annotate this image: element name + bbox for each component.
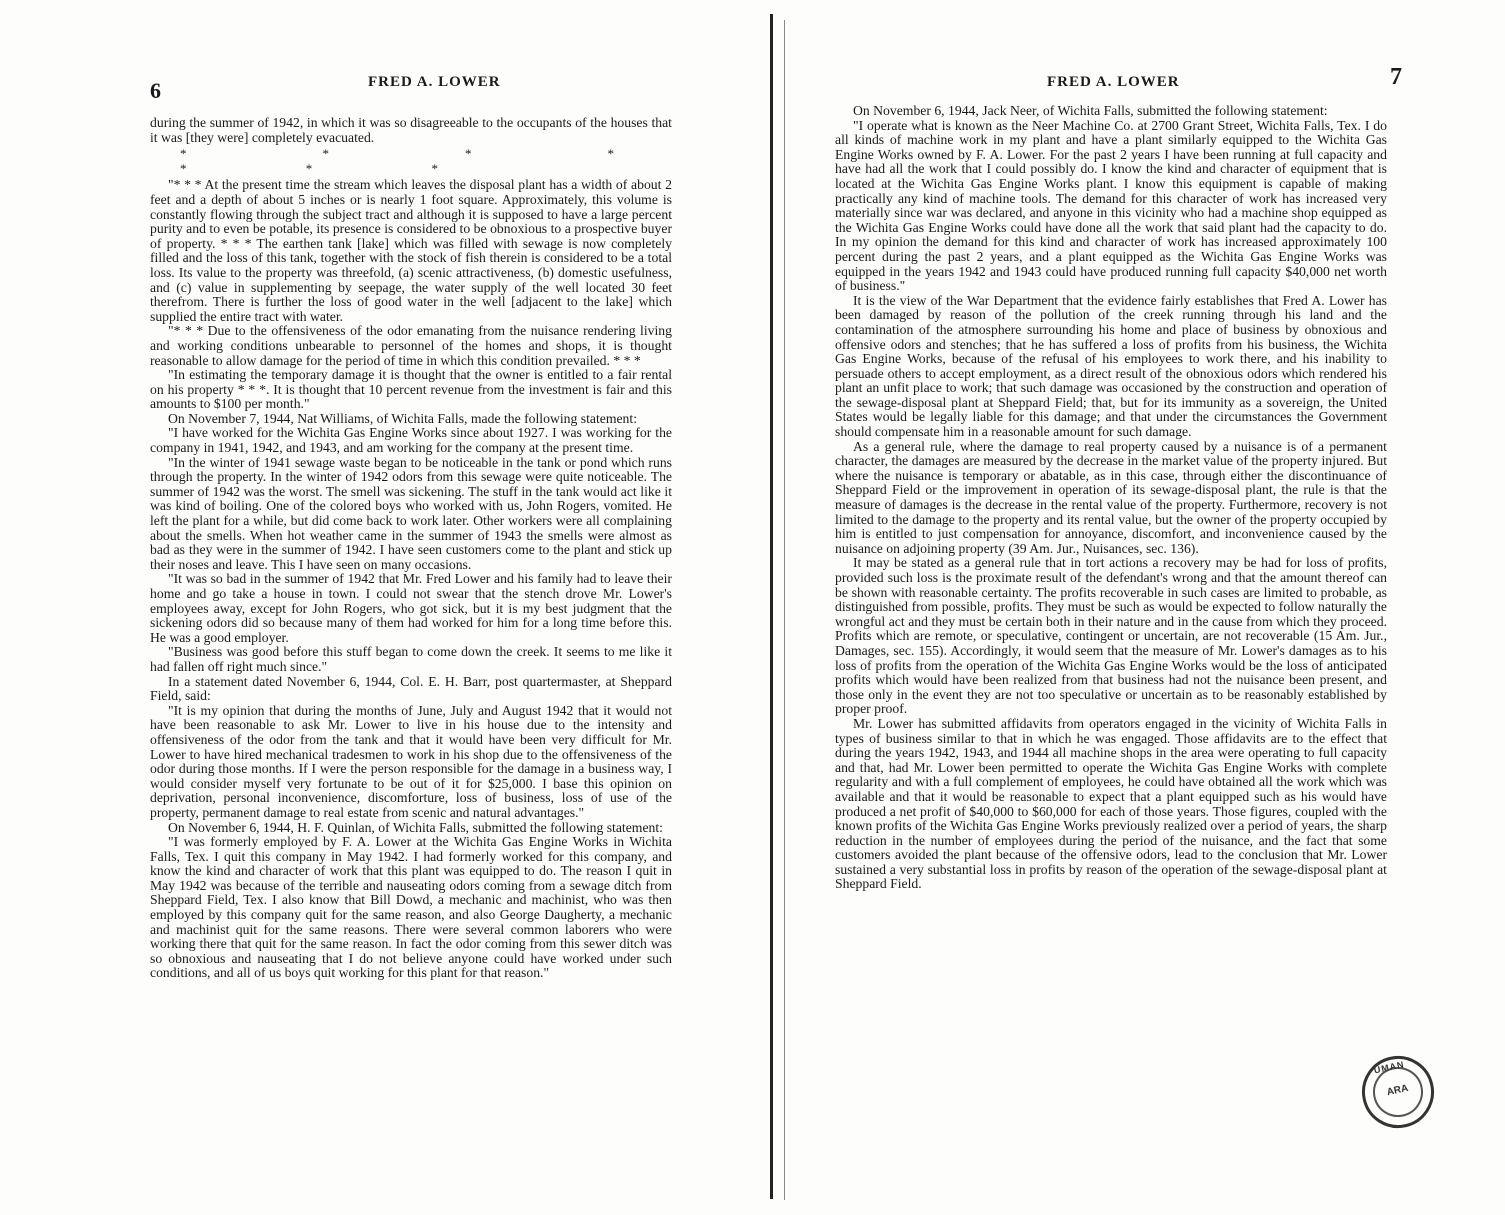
paragraph: On November 7, 1944, Nat Williams, of Wichita Falls, made the following statement:	[168, 410, 638, 426]
right-body-text	[835, 104, 1387, 892]
right-page	[785, 0, 1505, 1215]
paragraph: "Business was good before this stuff began to come down the creek. It seems to me like it had fallen off right much since."	[150, 644, 672, 674]
paragraph: "* * * Due to the offensiveness of the odor emanating from the nuisance rendering living and working conditions unbearable to personnel of the homes and shops, it is thought reasonable to allow damage for the period of time in which this condition prevailed. * * *	[150, 323, 672, 368]
paragraph: during the summer of 1942, in which it was so disagreeable to the occupants of the houses that it was [they were] completely evacuated.	[150, 115, 672, 145]
page-gutter	[770, 14, 773, 1199]
paragraph: "In the winter of 1941 sewage waste began to be noticeable in the tank or pond which runs through the property. In the winter of 1942 odors from this sewage were quite noticeable. The summer of 1942 was the worst. The smell was sickening. The stuff in the tank would act like it was kind of boiling. One of the colored boys who worked with us, John Rogers, vomited. He left the plant for a while, but did come back to work later. Other workers were all complaining about the smells. When hot weather came in the summer of 1943 the smells were almost as bad as they were in the summer of 1942. I have seen customers come to the plant and stick up their noses and leave. This I have seen on many occasions.	[150, 454, 672, 572]
left-body-text	[150, 116, 672, 981]
right-page-number: 7	[1390, 64, 1402, 90]
stamp-text: UMAN	[1372, 1059, 1406, 1076]
paragraph: "It was so bad in the summer of 1942 that Mr. Fred Lower and his family had to leave their home and go take a house in town. I could not swear that the stench drove Mr. Lower's employees away, except for John Rogers, who got sick, but it is my best judgment that the sickening odors did so because many of them had worked for him for a long time before this. He was a good employer.	[150, 571, 672, 645]
left-running-header: FRED A. LOWER	[368, 74, 501, 90]
paragraph: It may be stated as a general rule that in tort actions a recovery may be had for loss of profits, provided such loss is the proximate result of the defendant's wrong and that the amount thereof can be shown with reasonable certainty. The profits recoverable in such cases are limited to probable, as distinguished from possible, profits. They must be such as would be expected to follow naturally the wrongful act and they must be certain both in their nature and in the cause from which they proceed. Profits which are remote, or speculative, contingent or uncertain, are not recoverable (15 Am. Jur., Damages, sec. 155). Accordingly, it would seem that the measure of Mr. Lower's damages as to his loss of profits from the operation of the Wichita Gas Engine Works would be the loss of anticipated profits which would have been realized from that business had not the nuisance been present, and those only in the event they are not too speculative or uncertain as to be reasonably established by proper proof.	[835, 555, 1387, 717]
paragraph: "I was formerly employed by F. A. Lower at the Wichita Gas Engine Works in Wichita Falls, Tex. I quit this company in May 1942. I had formerly worked for this company, and know the kind and character of work that this plant was equipped to do. The reason I quit in May 1942 was because of the terrible and nauseating odors coming from a sewage ditch from Sheppard Field, Tex. I also know that Bill Dowd, a mechanic and machinist, who was then employed by this company quit for the same reason, and also George Daugherty, a mechanic and machinist quit for the same reasons. There were several common laborers who were working there that quit for the same reason. In fact the odor coming from this sewer ditch was so obnoxious and nauseating that I do not believe anyone could have worked under such conditions, and all of us boys quit working for this plant for that reason."	[150, 834, 672, 981]
paragraph: As a general rule, where the damage to real property caused by a nuisance is of a permanent character, the damages are measured by the decrease in the market value of the property injured. But where the nuisance is temporary or abatable, as in this case, through either the discontinuance of Sheppard Field or the improvement in operation of its sewage-disposal plant, the rule is that the measure of damages is the decrease in the rental value of the property. Furthermore, recovery is not limited to the damage to the property and its rental value, but the owner of the property occupied by him is entitled to just compensation for annoyance, discomfort, and inconvenience caused by the nuisance on adjoining property (39 Am. Jur., Nuisances, sec. 136).	[835, 438, 1387, 556]
paragraph: "It is my opinion that during the months of June, July and August 1942 that it would not have been reasonable to ask Mr. Lower to live in his house due to the intensity and offensiveness of the odor from the tank and that it would have been very difficult for Mr. Lower to have hired mechanical tradesmen to work in his shop due to the offensiveness of the odor during those months. If I were the person responsible for the damage in a business way, I would consider myself very fortunate to be out of it for $25,000. I base this opinion on deprivation, personal inconvenience, discomforture, loss of business, loss of use of the property, permanent damage to real estate from scenic and natural advantages."	[150, 702, 672, 820]
paragraph: It is the view of the War Department that the evidence fairly establishes that Fred A. Lower has been damaged by reason of the pollution of the creek running through his land and the contamination of the atmosphere surrounding his home and place of business by obnoxious and offensive odors and stenches; that he has suffered a loss of profits from his business, the Wichita Gas Engine Works, because of the refusal of his employees to work there, and his inability to persuade others to accept employment, as a direct result of the obnoxious odors which rendered his plant an unfit place to work; that such damage was occasioned by the construction and operation of the sewage-disposal plant at Sheppard Field; that, but for its immunity as a sovereign, the United States would be legally liable for this damage; and that under the circumstances the Government should compensate him in a reasonable amount for such damage.	[835, 292, 1387, 440]
left-page-number: 6	[150, 78, 161, 103]
right-running-header: FRED A. LOWER	[1047, 74, 1180, 90]
stamp-text: ARA	[1385, 1082, 1410, 1099]
paragraph: Mr. Lower has submitted affidavits from operators engaged in the vicinity of Wichita Falls in types of business similar to that in which he was engaged. Those affidavits are to the effect that during the years 1942, 1943, and 1944 all machine shops in the area were operating to full capacity and that, had Mr. Lower been permitted to operate the Wichita Gas Engine Works with complete regularity and with a full complement of employees, he could have obtained all the work which was available and that it would be reasonable to expect that a plant equipped such as his would have produced a net profit of $40,000 to $60,000 for each of those years. Those figures, coupled with the known profits of the Wichita Gas Engine Works previously realized over a period of years, the sharp reduction in the number of employees during the period of the nuisance, and the fact that some customers avoided the plant because of the offensive odors, lead to the conclusion that Mr. Lower sustained a very substantial loss in profits by reason of the operation of the sewage-disposal plant at Sheppard Field.	[835, 715, 1387, 892]
paragraph: "I have worked for the Wichita Gas Engine Works since about 1927. I was working for the company in 1941, 1942, and 1943, and am working for the company at the present time.	[150, 425, 672, 456]
paragraph: "* * * At the present time the stream which leaves the disposal plant has a width of about 2 feet and a depth of about 5 inches or is nearly 1 foot square. Approximately, this volume is constantly flowing through the subject tract and although it is supposed to have a large percent purity and to even be potable, its presence is considered to be obnoxious to a prospective buyer of property. * * * The earthen tank [lake] which was filled with sewage is now completely filled and the loss of this tank, together with the stock of fish therein is considered to be a total loss. Its value to the property was threefold, (a) scenic attractiveness, (b) domestic usefulness, and (c) value in supplementing by seepage, the water supply of the well located 30 feet therefrom. There is further the loss of good water in the well [adjacent to the lake] which supplied the entire tract with water.	[150, 177, 672, 324]
paragraph: On November 6, 1944, H. F. Quinlan, of Wichita Falls, submitted the following statement:	[168, 819, 663, 835]
paragraph: In a statement dated November 6, 1944, Col. E. H. Barr, post quartermaster, at Sheppard Field, said:	[150, 673, 672, 704]
ellipsis-stars: * * * * * * *	[180, 146, 672, 176]
paragraph: "I operate what is known as the Neer Machine Co. at 2700 Grant Street, Wichita Falls, Tex. I do all kinds of machine work in my plant and have a plant similarly equipped to the Wichita Gas Engine Works owned by F. A. Lower. For the past 2 years I have been running at full capacity and have had all the work that I could possibly do. I know the kind and character of equipment that is located at the Wichita Gas Engine Works plant. I know this equipment is capable of making practically any kind of machine tools. The demand for this character of work has increased very materially since war was declared, and anyone in this vicinity who had a machine shop equipped as the Wichita Gas Engine Works could have done all the work that said plant had the capacity to do. In my opinion the demand for this kind and character of work has increased approximately 100 percent during the past 2 years, and a plant equipped as the Wichita Gas Engine Works was equipped in the years 1942 and 1943 could have produced running full capacity $40,000 net worth of business."	[835, 117, 1387, 294]
paragraph: On November 6, 1944, Jack Neer, of Wichita Falls, submitted the following statement:	[853, 103, 1328, 118]
paragraph: "In estimating the temporary damage it is thought that the owner is entitled to a fair rental on his property * * *. It is thought that 10 percent revenue from the investment is fair and this amounts to $100 per month."	[150, 367, 672, 412]
